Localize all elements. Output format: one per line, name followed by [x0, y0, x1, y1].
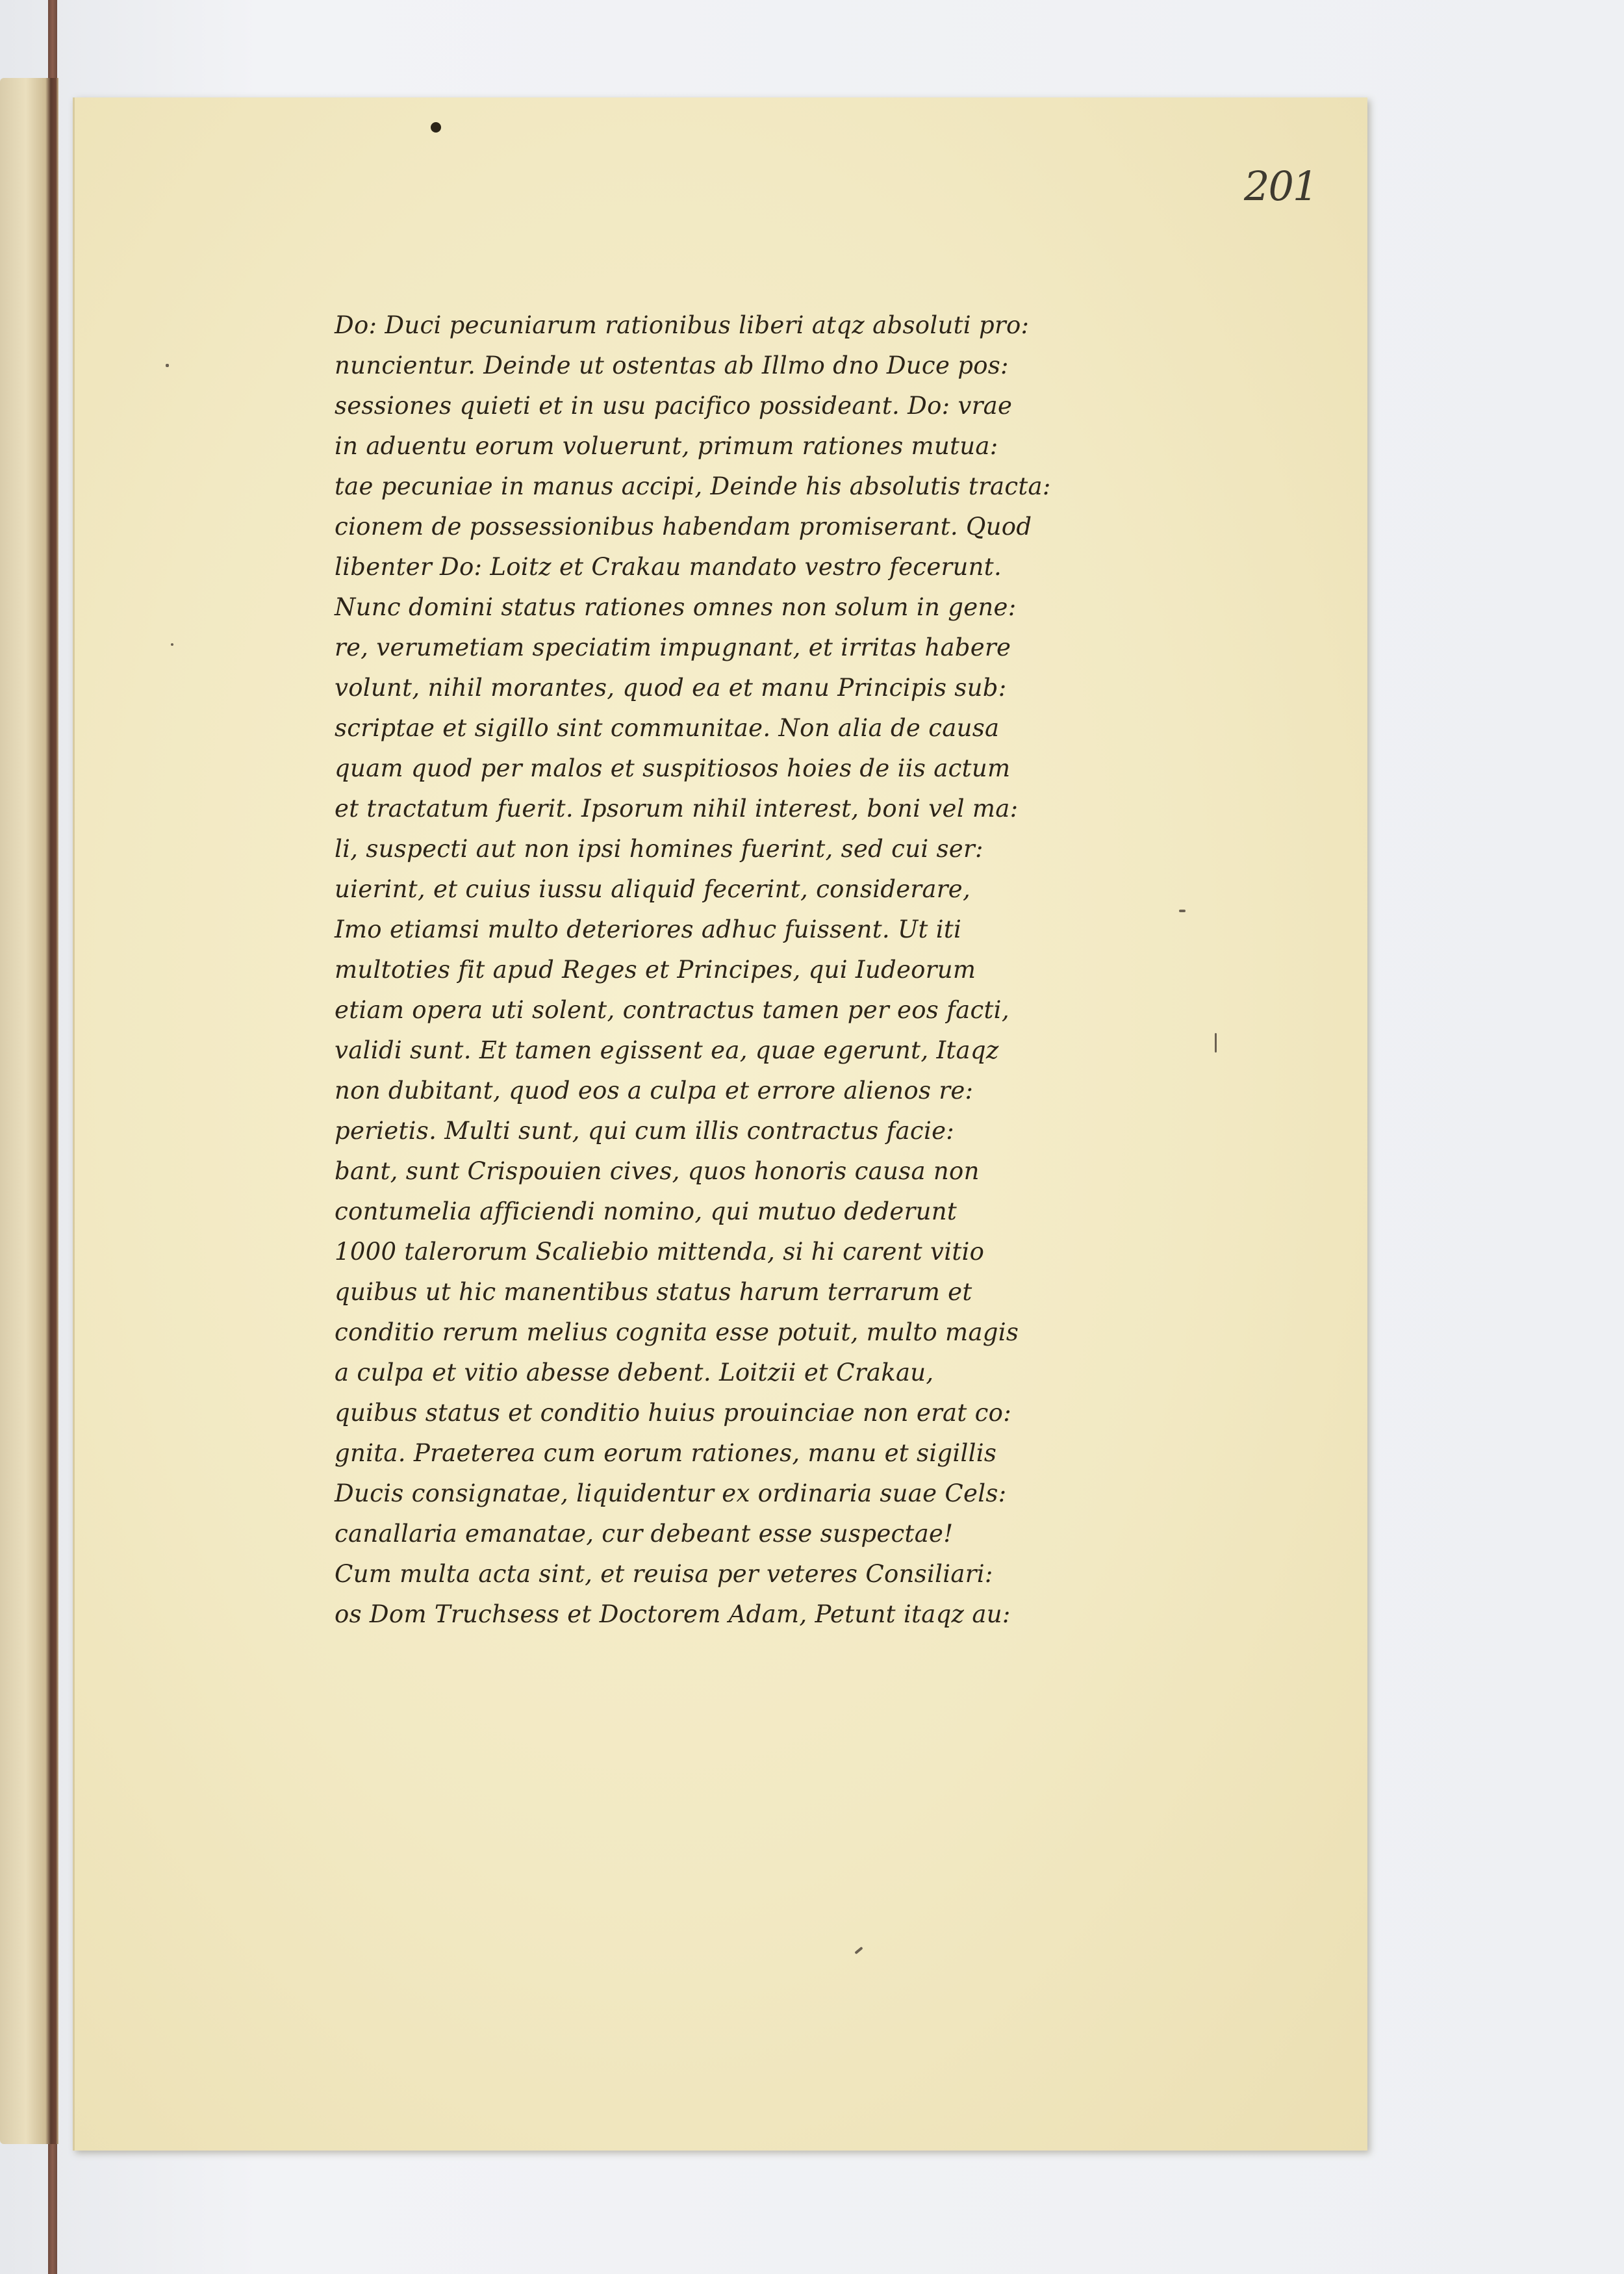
- text-line: perietis. Multi sunt, qui cum illis contractus facie:: [335, 1117, 955, 1145]
- text-line: re, verumetiam speciatim impugnant, et irritas habere: [335, 633, 1011, 661]
- ink-speck: [166, 364, 169, 367]
- ink-dot: [431, 122, 441, 133]
- ink-speck: [171, 643, 173, 646]
- text-line: non dubitant, quod eos a culpa et errore alienos re:: [335, 1077, 974, 1105]
- ink-speck: [1215, 1033, 1217, 1053]
- ink-speck: [1179, 910, 1186, 912]
- text-line: li, suspecti aut non ipsi homines fuerint, sed cui ser:: [335, 835, 983, 863]
- text-line: tae pecuniae in manus accipi, Deinde his absolutis tracta:: [335, 472, 1051, 500]
- text-line: a culpa et vitio abesse debent. Loitzii et Crakau,: [335, 1359, 934, 1386]
- text-line: quam quod per malos et suspitiosos hoies de iis actum: [335, 754, 1011, 782]
- text-line: cionem de possessionibus habendam promiserant. Quod: [335, 513, 1032, 541]
- text-line: contumelia afficiendi nomino, qui mutuo dederunt: [335, 1197, 958, 1225]
- text-line: Imo etiamsi multo deteriores adhuc fuissent. Ut iti: [335, 915, 962, 943]
- text-line: uierint, et cuius iussu aliquid fecerint, considerare,: [335, 875, 971, 903]
- text-line: Cum multa acta sint, et reuisa per veteres Consiliari:: [335, 1560, 993, 1588]
- text-line: libenter Do: Loitz et Crakau mandato vestro fecerunt.: [335, 553, 1002, 581]
- text-line: os Dom Truchsess et Doctorem Adam, Petunt itaqz au:: [335, 1600, 1011, 1628]
- text-line: Do: Duci pecuniarum rationibus liberi atqz absoluti pro:: [335, 311, 1030, 339]
- text-line: Nunc domini status rationes omnes non solum in gene:: [335, 593, 1017, 621]
- text-line: 1000 talerorum Scaliebio mittenda, si hi carent vitio: [335, 1238, 985, 1266]
- text-line: bant, sunt Crispouien cives, quos honoris causa non: [335, 1157, 980, 1185]
- text-line: volunt, nihil morantes, quod ea et manu Principis sub:: [335, 674, 1007, 702]
- text-line: in aduentu eorum voluerunt, primum rationes mutua:: [335, 432, 998, 460]
- text-line: et tractatum fuerit. Ipsorum nihil interest, boni vel ma:: [335, 795, 1019, 823]
- text-line: quibus ut hic manentibus status harum terrarum et: [335, 1278, 972, 1306]
- text-line: scriptae et sigillo sint communitae. Non alia de causa: [335, 714, 1000, 742]
- text-line: nuncientur. Deinde ut ostentas ab Illmo dno Duce pos:: [335, 351, 1009, 379]
- text-line: quibus status et conditio huius prouinciae non erat co:: [335, 1399, 1012, 1427]
- text-line: etiam opera uti solent, contractus tamen per eos facti,: [335, 996, 1009, 1024]
- manuscript-text: [335, 305, 1205, 1635]
- text-line: Ducis consignatae, liquidentur ex ordinaria suae Cels:: [335, 1479, 1007, 1507]
- left-page-edge: [0, 78, 58, 2144]
- text-line: conditio rerum melius cognita esse potuit, multo magis: [335, 1318, 1019, 1346]
- ink-speck: [854, 1947, 863, 1954]
- text-line: validi sunt. Et tamen egissent ea, quae egerunt, Itaqz: [335, 1036, 999, 1064]
- text-line: gnita. Praeterea cum eorum rationes, manu et sigillis: [335, 1439, 997, 1467]
- text-line: canallaria emanatae, cur debeant esse suspectae!: [335, 1520, 954, 1548]
- text-line: sessiones quieti et in usu pacifico possideant. Do: vrae: [335, 392, 1013, 420]
- folio-number: 201: [1244, 162, 1317, 210]
- manuscript-page: [73, 97, 1367, 2151]
- text-line: multoties fit apud Reges et Principes, qui Iudeorum: [335, 956, 976, 984]
